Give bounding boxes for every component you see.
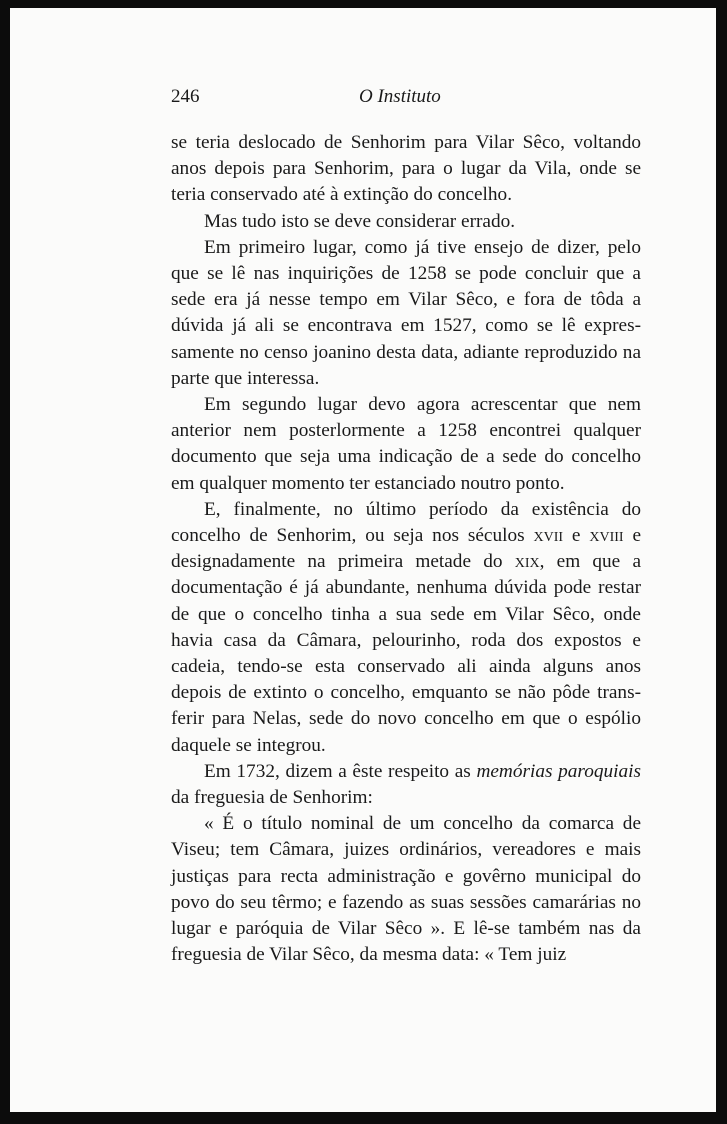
paragraph-5 [171, 497, 641, 759]
paragraph-6 [171, 759, 641, 811]
memorias-paroquiais-title: memórias paroquiais [476, 760, 641, 782]
paragraph-6-text-a: Em 1732, dizem a êste respeito as [204, 760, 471, 782]
paragraph-6-text-b: da freguesia de Senhorim: [171, 787, 373, 809]
century-xviii: xviii [589, 525, 624, 547]
paragraph-4: Em segundo lugar devo agora acrescentar que nem anterior nem posterlormente a 1258 encontrei qualquer documento que seja uma indicação de a sede do concelho em qualquer momento ter estanciado noutro ponto. [171, 394, 641, 494]
paragraph-3: Em primeiro lugar, como já tive ensejo de dizer, pelo que se lê nas inquirições de 1258 se pode concluir que a sede era já nesse tempo em Vilar Sêco, e fora de tôda a dúvida já ali se encontrava em 1527, como se lê expres- samente no censo joanino desta data, adiante reproduzido na parte que interessa. [171, 236, 641, 389]
running-title: O Instituto [359, 86, 441, 107]
paragraph-5-conj: e [571, 525, 581, 547]
paragraph-2: Mas tudo isto se deve considerar errado. [204, 210, 516, 232]
scan-border-top [0, 0, 727, 8]
paragraph-1: se teria deslocado de Senhorim para Vilar Sêco, voltando anos depois para Senhorim, para o lugar da Vila, onde se teria conservado até à extinção do concelho. [171, 132, 641, 206]
century-xix: xix [514, 551, 540, 573]
paragraph-5-text-a: E, finalmente, no último período da existência do concelho de Senhorim, ou seja nos séculos [171, 498, 641, 547]
scan-border-right [716, 0, 727, 1124]
running-header [171, 86, 641, 114]
paragraph-5-text-b: e designadamente na primeira metade do [171, 525, 641, 573]
century-xvii: xvii [533, 525, 564, 547]
paragraph-5-text-c: , em que a documentação é já abundante, nenhuma dúvida pode restar de que o concelho tinha a sua sede em Vilar Sêco, onde havia casa da Câmara, pelourinho, roda dos expostos e cadeia, tendo-se esta conservado ali ainda alguns anos depois de extinto o concelho, emquanto se não pôde trans- ferir para Nelas, sede do novo concelho em que o espólio daquele se integrou. [171, 551, 642, 756]
scan-border-left [0, 0, 10, 1124]
paragraph-7-quotation: « É o título nominal de um concelho da comarca de Viseu; tem Câmara, juizes ordinários, vereadores e mais justiças para recta administração e govêrno municipal do povo do seu têrmo; e fazendo as suas sessões camarárias no lugar e paróquia de Vilar Sêco ». E lê-se também nas da freguesia de Vilar Sêco, da mesma data: « Tem juiz [171, 813, 641, 966]
scan-border-bottom [0, 1112, 727, 1124]
body-text [171, 130, 641, 969]
page-number: 246 [171, 86, 200, 107]
